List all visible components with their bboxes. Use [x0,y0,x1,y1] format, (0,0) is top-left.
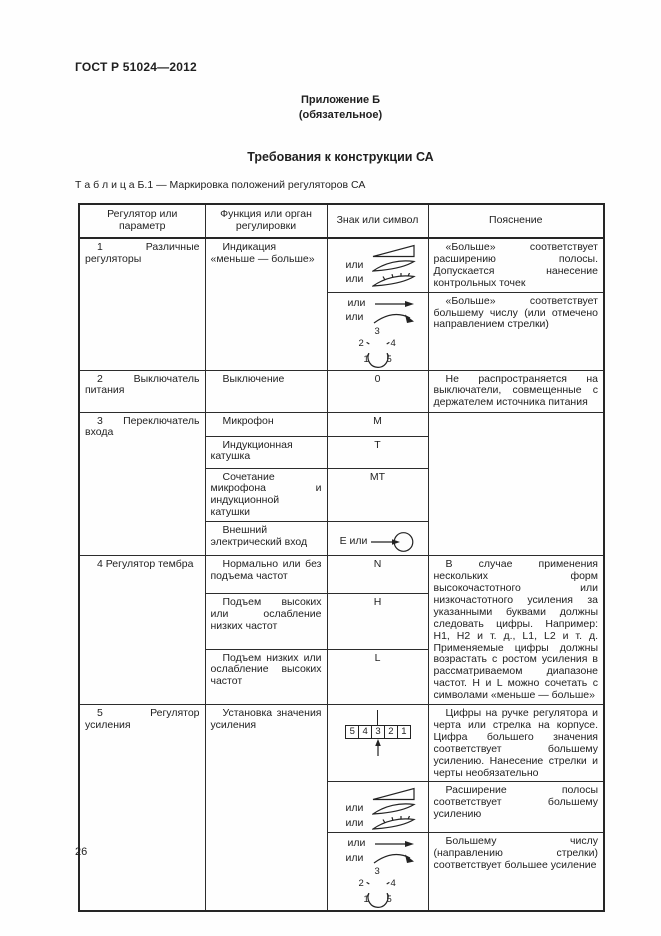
cell-symbol-4c: L [327,649,428,705]
table-caption: Т а б л и ц а Б.1 — Маркировка положений регуляторов СА [75,179,366,191]
knob-number: 5 [386,894,392,906]
cell-function-4a: Нормально или без подъема частот [205,556,327,594]
knob-number: 3 [374,325,380,337]
knob-number: 2 [358,878,364,890]
wedge-ribbed-icon [372,816,416,830]
scale-digit: 5 [345,725,359,739]
cell-explanation-5c: Большему числу (направлению стрелки) соответствует большее усиление [428,833,604,911]
external-input-symbol [333,525,423,553]
wedge-curved-icon [372,259,416,272]
knob-number: 4 [390,878,396,890]
external-input-icon [371,531,415,553]
cell-symbol-5c [327,833,428,911]
cell-param-3: 3 Переключатель входа [79,412,205,556]
cell-function-5: Установка значения усиления [205,705,327,912]
cell-function-3a: Микрофон [205,412,327,436]
cell-symbol-3b: Т [327,436,428,468]
cell-function-2: Выключение [205,370,327,412]
cell-explanation-5b: Расширение полосы соответствует большему усилению [428,782,604,833]
increase-wedge-symbols [333,242,423,287]
cell-param-1: 1 Различные регуляторы [79,238,205,370]
cell-function-1: Индикация «меньше — больше» [205,238,327,370]
col-header-explanation: Пояснение [428,204,604,238]
table-header-row [79,204,604,238]
scale-digit: 3 [371,725,385,739]
or-label: или [345,802,364,815]
up-arrow-icon [372,739,384,756]
increase-wedge-symbols [333,785,423,830]
cell-symbol-4b: H [327,594,428,650]
knob-number: 5 [386,353,392,365]
or-label: или [347,296,366,309]
annex-kind: (обязательное) [298,109,383,121]
cell-param-4: 4 Регулятор тембра [79,556,205,705]
knob-number: 1 [363,353,369,365]
direction-symbols [333,296,423,368]
or-label: или [345,273,364,286]
cell-symbol-4a: N [327,556,428,594]
cell-symbol-1b [327,292,428,370]
cell-explanation-1a: «Больше» соответствует расширению полосы. Допускается нанесение контрольных точек [428,238,604,292]
gain-scale-icon [333,708,423,756]
cell-function-3b: Индукционная катушка [205,436,327,468]
or-label: или [345,311,364,324]
cell-explanation-4: В случае применения нескольких форм высокочастотного или низкочастотного усиления за указанными буквами должны следовать цифры. Например: H1, H2 и т. д., L1, L2 и т. д. Применяемые цифры должны возрастать с ростом усиления в рассматриваемом диапазоне частот. H и L можно сочетать с символами «меньше — больше» [428,556,604,705]
direction-symbols [333,836,423,908]
table-row [79,238,604,292]
page-number: 26 [75,846,88,858]
knob-number: 4 [390,337,396,349]
cell-symbol-3c: МТ [327,468,428,522]
markings-table [78,203,605,912]
annex-label: Приложение Б [300,94,381,106]
cell-explanation-2: Не распространяется на выключатели, совмещенные с держателем источника питания [428,370,604,412]
cell-function-4c: Подъем низких или ослабление высоких частот [205,649,327,705]
cell-symbol-3a: М [327,412,428,436]
knob-number: 3 [374,866,380,878]
doc-code: ГОСТ Р 51024—2012 [75,60,197,74]
table-row [79,705,604,782]
scale-digit: 1 [397,725,411,739]
wedge-triangle-icon [372,787,416,801]
cell-function-3c: Сочетание микрофона и индукционной катушки [205,468,327,522]
knob-number: 2 [358,337,364,349]
curved-arrow-icon [372,311,416,326]
wedge-ribbed-icon [372,273,416,287]
table-row [79,370,604,412]
curved-arrow-icon [372,851,416,866]
or-label: или [347,837,366,850]
table-row [79,556,604,594]
wedge-triangle-icon [372,244,416,258]
cell-param-2: 2 Выключатель питания [79,370,205,412]
cell-function-3d: Внешний электрический вход [205,522,327,556]
cell-explanation-3 [428,412,604,556]
cell-function-4b: Подъем высоких или ослабление низких частот [205,594,327,650]
cell-symbol-3d [327,522,428,556]
or-label: или [345,816,364,829]
table-row [79,412,604,436]
scale-digit: 2 [384,725,398,739]
cell-symbol-5a [327,705,428,782]
e-or-label: Е или [339,535,368,548]
wedge-curved-icon [372,802,416,815]
scale-boxes [345,725,410,739]
knob-number: 1 [363,894,369,906]
rotary-knob-icon [354,868,402,908]
col-header-symbol: Знак или символ [327,204,428,238]
or-label: или [345,258,364,271]
rotary-knob-icon [354,325,402,368]
scale-digit: 4 [358,725,372,739]
or-label: или [345,851,364,864]
annex-heading [78,93,603,123]
pointer-line [377,710,378,725]
cell-explanation-1b: «Больше» соответствует большему числу (или отмечено направлением стрелки) [428,292,604,370]
cell-explanation-5a: Цифры на ручке регулятора и черта или стрелка на корпусе. Цифра большего значения соответствует большему усилению. Нанесение стрелки и черты необязательно [428,705,604,782]
cell-param-5: 5 Регулятор усиления [79,705,205,912]
right-arrow-icon [374,299,416,309]
cell-symbol-1a [327,238,428,292]
cell-symbol-5b [327,782,428,833]
right-arrow-icon [374,839,416,849]
col-header-regulator: Регулятор или параметр [79,204,205,238]
col-header-function: Функция или орган регулировки [205,204,327,238]
cell-symbol-2: 0 [327,370,428,412]
section-title: Требования к конструкции СА [247,150,434,164]
